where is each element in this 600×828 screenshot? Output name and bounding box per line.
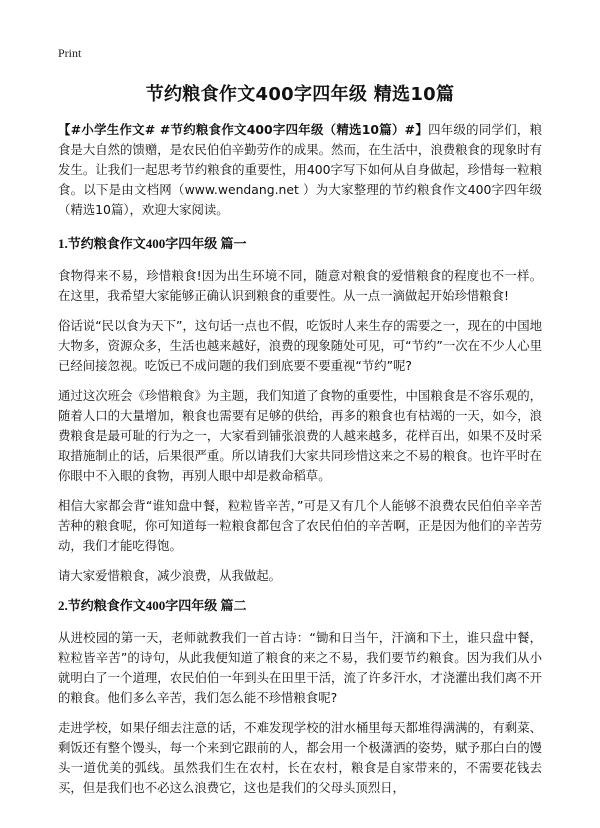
intro-text: 四年级的同学们，粮食是大自然的馈赠，是农民伯伯辛勤劳作的成果。然而，在生活中，浪费粮食的现象时有发生。让我们一起思考节约粮食的重要性，用400字写下如何从自身做起，珍惜每一粒粮食。以下是由文档网（www.wendang.net ）为大家整理的节约粮食作文400字四年级（精选10篇），欢迎大家阅读。 xyxy=(58,122,543,217)
section-1-paragraph: 俗话说“民以食为天下”，这句话一点也不假，吃饭时人来生存的需要之一，现在的中国地大物多，资源众多，生活也越来越好，浪费的现象随处可见，可“节约”一次在不少人心里已经间接忽视。吃饭已不成问题的我们到底要不要重视“节约”呢? xyxy=(58,318,542,373)
print-label: Print xyxy=(58,46,82,60)
section-1-paragraph: 通过这次班会《珍惜粮食》为主题，我们知道了食物的重要性，中国粮食是不容乐观的，随着人口的大量增加，粮食也需要有足够的供给，再多的粮食也有枯竭的一天，如今，浪费粮食是最可耻的行为之一，大家看到铺张浪费的人越来越多，花样百出，如果不及时采取措施制止的话，后果很严重。所以请我们大家共同珍惜这来之不易的粮食。也许平时在你眼中不入眼的食物，再别人眼中却是救命稻草。 xyxy=(58,388,542,483)
section-heading-1: 1.节约粮食作文400字四年级 篇一 xyxy=(58,236,247,251)
section-2-paragraph: 从进校园的第一天，老师就教我们一首古诗：“锄和日当午，汗滴和下土，谁只盘中餐，粒粒皆辛苦”的诗句，从此我便知道了粮食的来之不易，我们要节约粮食。因为我们从小就明白了一个道理，农民伯伯一年到头在田里干活，流了许多汗水，才浇灌出我们离不开的粮食。他们多么辛苦，我们怎么能不珍惜粮食呢? xyxy=(58,630,542,705)
section-1-paragraph: 食物得来不易，珍惜粮食!因为出生环境不同，随意对粮食的爱惜粮食的程度也不一样。在这里，我希望大家能够正确认识到粮食的重要性。从一点一滴做起开始珍惜粮食! xyxy=(58,268,542,303)
section-2-paragraph: 走进学校，如果仔细去注意的话，不难发现学校的泔水桶里每天都堆得满满的，有剩菜、剩饭还有整个馒头，每一个来到它跟前的人，都会用一个极潇洒的姿势，赋予那白白的馒头一道优美的弧线。虽然我们生在农村，长在农村，粮食是自家带来的，不需要花钱去买，但是我们也不必这么浪费它，这也是我们的父母头顶烈日， xyxy=(58,720,542,795)
intro-tag: 【#小学生作文# #节约粮食作文400字四年级（精选10篇）#】 xyxy=(58,122,429,137)
article-body xyxy=(58,120,542,808)
section-1-paragraph: 请大家爱惜粮食，减少浪费，从我做起。 xyxy=(58,568,282,583)
page-title: 节约粮食作文400字四年级 精选10篇 xyxy=(145,84,455,105)
section-heading-2: 2.节约粮食作文400字四年级 篇二 xyxy=(58,598,247,613)
section-1-paragraph: 相信大家都会背“谁知盘中餐，粒粒皆辛苦，”可是又有几个人能够不浪费农民伯伯辛辛苦苦种的粮食呢，你可知道每一粒粮食都包含了农民伯伯的辛苦啊，正是因为他们的辛苦劳动，我们才能吃得饱。 xyxy=(58,498,542,553)
intro-paragraph xyxy=(58,120,542,220)
